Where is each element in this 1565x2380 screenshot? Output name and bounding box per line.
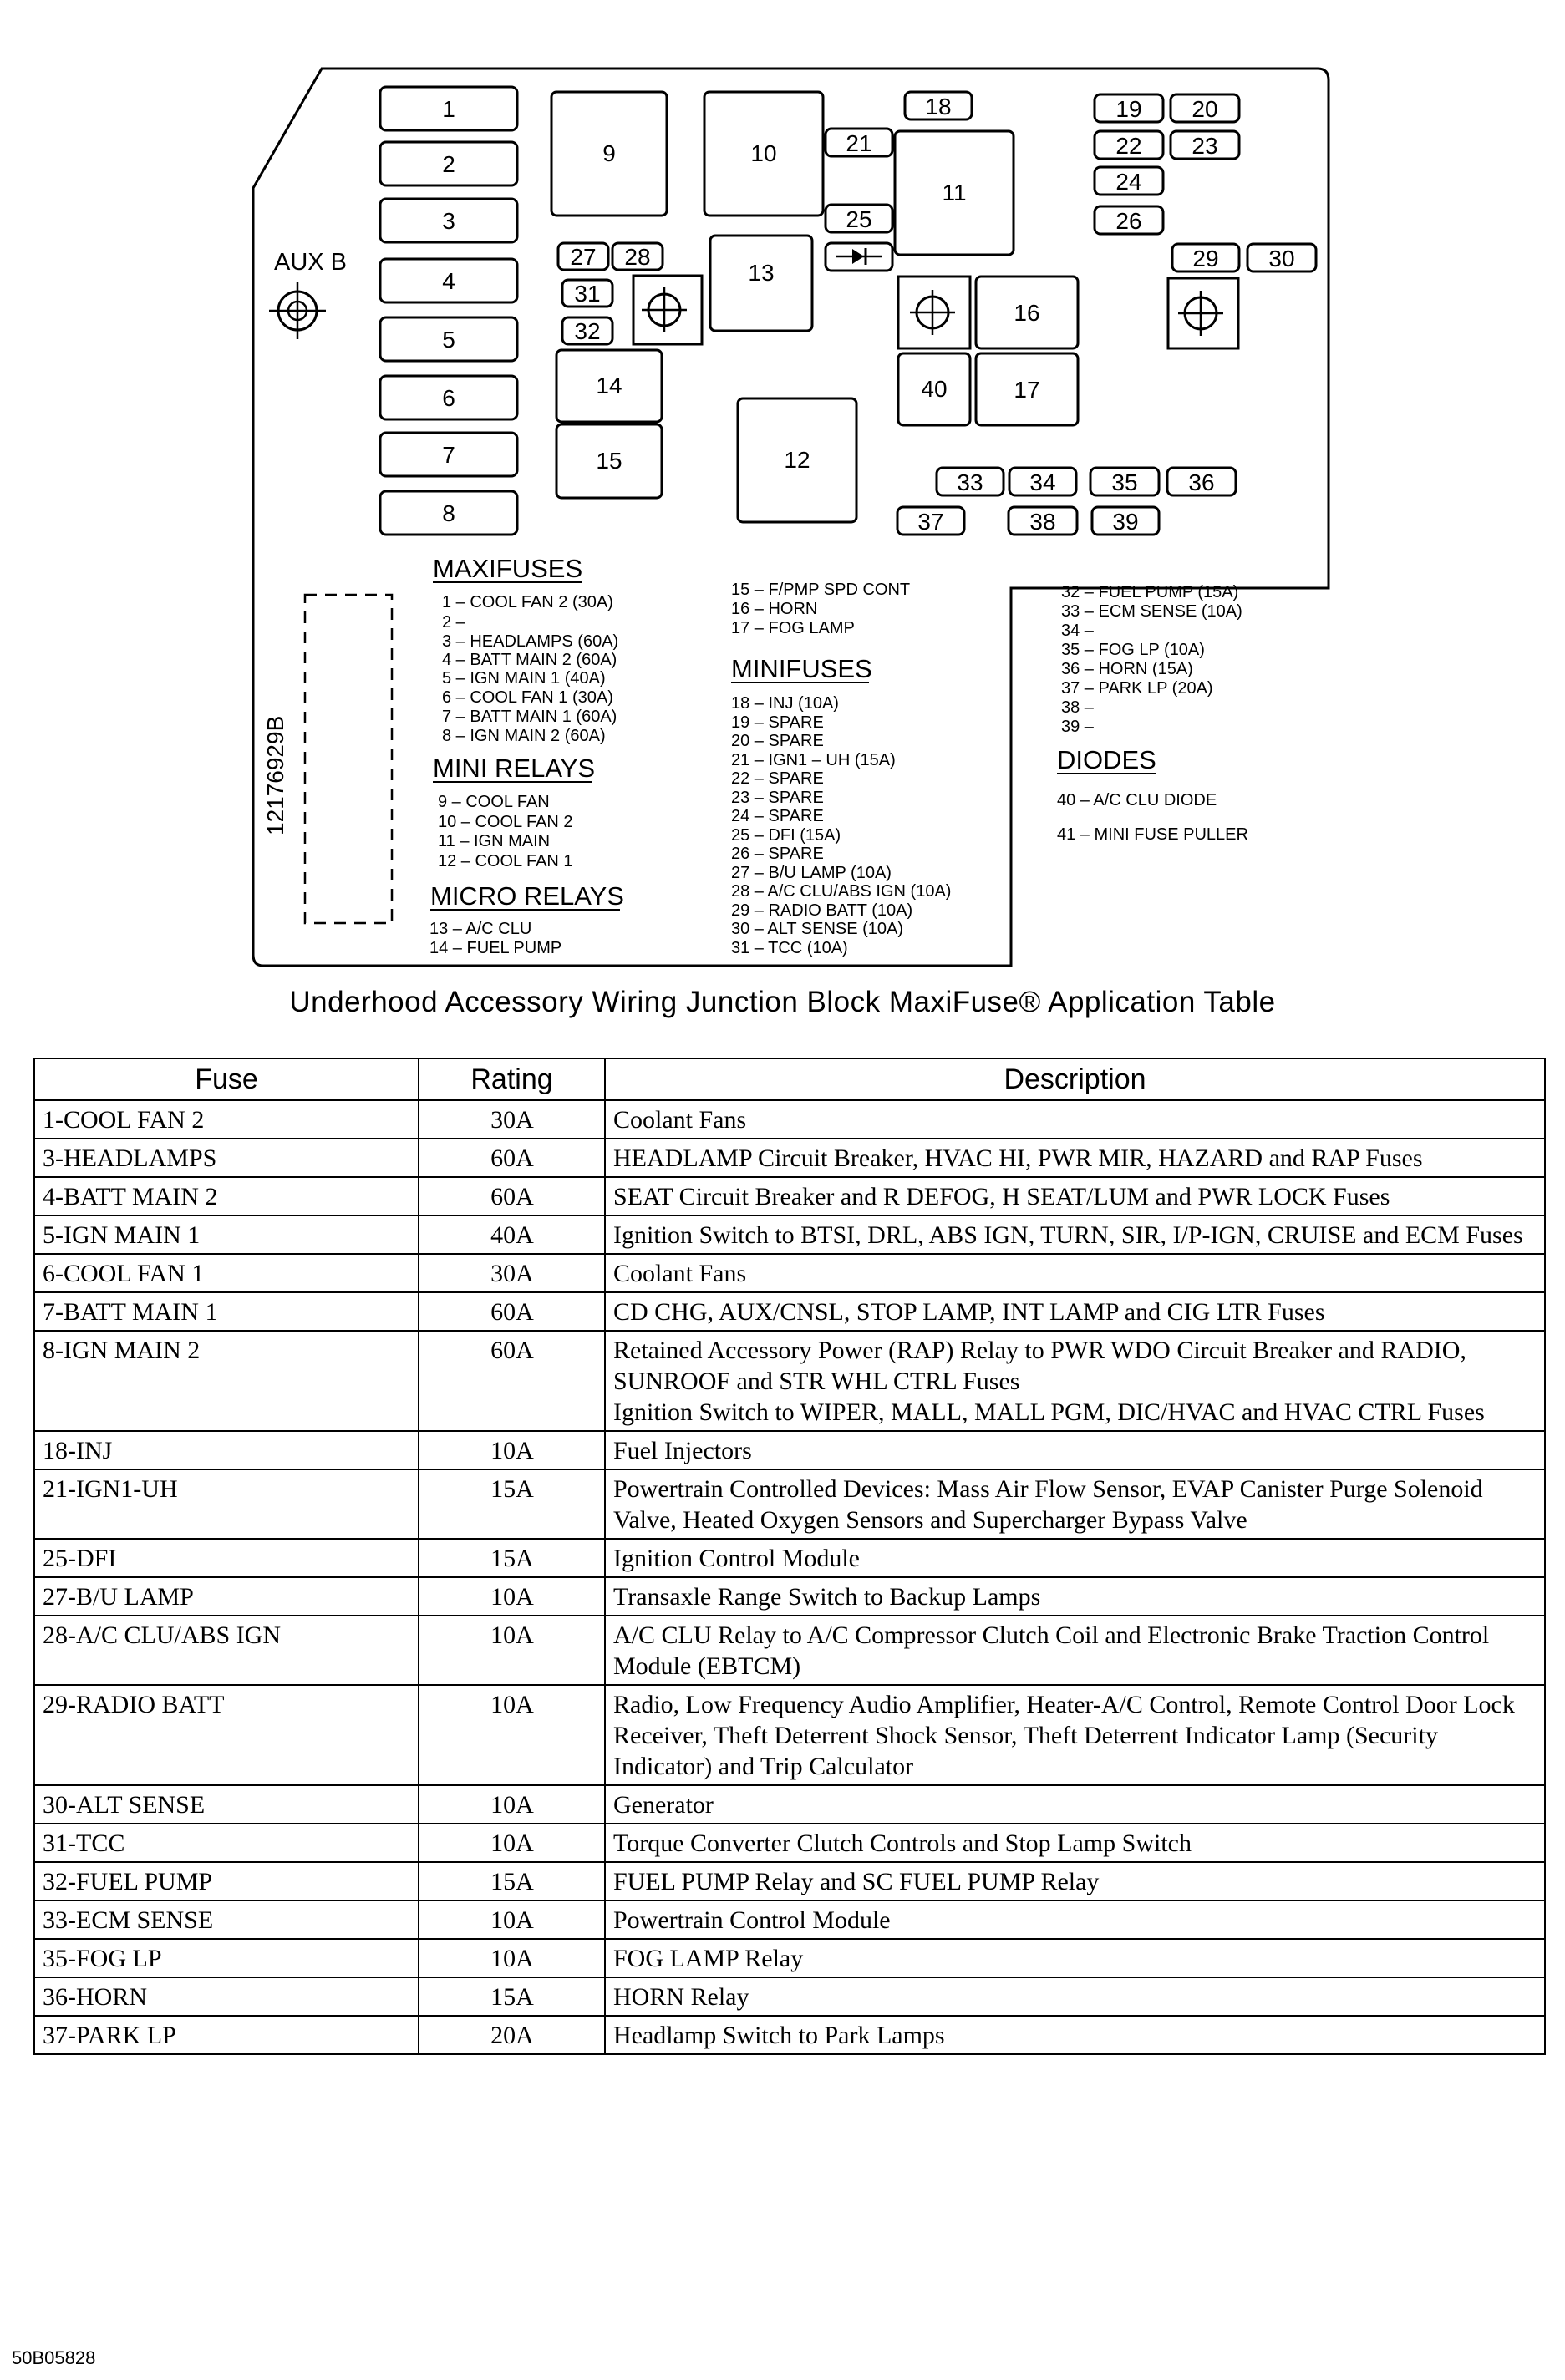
legend-relay-item: 16 – HORN	[731, 600, 818, 618]
legend-minifuse-item: 35 – FOG LP (10A)	[1061, 641, 1205, 659]
legend-minifuse-item: 19 – SPARE	[731, 713, 824, 732]
legend-minifuse-item: 38 –	[1061, 698, 1094, 717]
relay-box-13-label: 13	[748, 260, 775, 286]
stud-connector-icon-3	[1168, 278, 1238, 348]
fuse-box-27-label: 27	[570, 244, 597, 270]
fuse-cell: 3-HEADLAMPS	[34, 1139, 419, 1177]
table-row	[34, 1824, 1545, 1862]
legend-minifuse-item: 32 – FUEL PUMP (15A)	[1061, 583, 1239, 601]
rating-cell: 60A	[419, 1177, 605, 1215]
fuse-cell: 1-COOL FAN 2	[34, 1100, 419, 1139]
table-row	[34, 1685, 1545, 1785]
fuse-cell: 32-FUEL PUMP	[34, 1862, 419, 1900]
legend-micro-relay-item: 14 – FUEL PUMP	[429, 939, 562, 957]
fuse-box-4-label: 4	[442, 268, 455, 294]
fuse-box-8-label: 8	[442, 500, 455, 526]
aux-b-stud-icon	[269, 282, 326, 339]
col-header-rating: Rating	[419, 1058, 605, 1100]
description-cell: Powertrain Control Module	[605, 1900, 1545, 1939]
fuse-box-35-label: 35	[1111, 469, 1138, 495]
fuse-box-20-label: 20	[1192, 96, 1218, 122]
fuse-box-21-label: 21	[846, 130, 872, 156]
relay-box-15-label: 15	[596, 448, 622, 474]
description-cell: SEAT Circuit Breaker and R DEFOG, H SEAT/LUM and PWR LOCK Fuses	[605, 1177, 1545, 1215]
fuse-cell: 5-IGN MAIN 1	[34, 1215, 419, 1254]
rating-cell: 15A	[419, 1539, 605, 1577]
legend-minifuse-item: 20 – SPARE	[731, 732, 824, 750]
stud-connector-icon-2	[898, 277, 970, 348]
legend-minifuse-item: 23 – SPARE	[731, 789, 824, 807]
fuse-cell: 8-IGN MAIN 2	[34, 1331, 419, 1431]
legend-minifuse-item: 25 – DFI (15A)	[731, 826, 841, 845]
part-number: 12176929B	[262, 715, 288, 835]
legend-minifuse-item: 37 – PARK LP (20A)	[1061, 679, 1213, 698]
description-cell: Transaxle Range Switch to Backup Lamps	[605, 1577, 1545, 1616]
fuse-cell: 29-RADIO BATT	[34, 1685, 419, 1785]
legend-diode-item: 41 – MINI FUSE PULLER	[1057, 825, 1248, 844]
legend-minifuse-item: 18 – INJ (10A)	[731, 694, 839, 713]
fuse-cell: 36-HORN	[34, 1977, 419, 2016]
table-row	[34, 1469, 1545, 1539]
legend-mini-relay-item: 9 – COOL FAN	[438, 793, 550, 811]
description-cell: Coolant Fans	[605, 1254, 1545, 1292]
relay-box-12-label: 12	[784, 447, 810, 473]
legend-maxifuse-item: 5 – IGN MAIN 1 (40A)	[442, 669, 606, 688]
legend-minifuse-item: 21 – IGN1 – UH (15A)	[731, 751, 896, 769]
fuse-box-33-label: 33	[957, 469, 983, 495]
description-cell: Radio, Low Frequency Audio Amplifier, Heater-A/C Control, Remote Control Door Lock Receiver, Theft Deterrent Shock Sensor, Theft Deterrent Indicator Lamp (Security Indicator) and Trip Calculator	[605, 1685, 1545, 1785]
rating-cell: 60A	[419, 1331, 605, 1431]
fuse-box-29-label: 29	[1192, 246, 1219, 271]
legend-mini-relay-item: 10 – COOL FAN 2	[438, 813, 573, 831]
table-row	[34, 1900, 1545, 1939]
fuse-box-2-label: 2	[442, 151, 455, 177]
legend-relay-item: 17 – FOG LAMP	[731, 619, 855, 637]
relay-box-16-label: 16	[1014, 300, 1040, 326]
col-header-fuse: Fuse	[34, 1058, 419, 1100]
legend-diodes-heading: DIODES	[1057, 745, 1156, 774]
legend-minifuse-item: 36 – HORN (15A)	[1061, 660, 1193, 678]
table-row	[34, 1616, 1545, 1685]
table-row	[34, 1539, 1545, 1577]
rating-cell: 10A	[419, 1824, 605, 1862]
fuse-box-38-label: 38	[1029, 509, 1056, 535]
legend-maxifuses-heading: MAXIFUSES	[433, 554, 583, 583]
table-row	[34, 1577, 1545, 1616]
maxifuse-application-table	[33, 1058, 1546, 2055]
description-cell: Headlamp Switch to Park Lamps	[605, 2016, 1545, 2054]
table-row	[34, 1177, 1545, 1215]
legend-maxifuse-item: 4 – BATT MAIN 2 (60A)	[442, 651, 617, 669]
description-cell: HORN Relay	[605, 1977, 1545, 2016]
fuse-box-28-label: 28	[624, 244, 651, 270]
description-cell: HEADLAMP Circuit Breaker, HVAC HI, PWR MIR, HAZARD and RAP Fuses	[605, 1139, 1545, 1177]
rating-cell: 30A	[419, 1100, 605, 1139]
description-line: Retained Accessory Power (RAP) Relay to PWR WDO Circuit Breaker and RADIO, SUNROOF and STR WHL CTRL Fuses	[613, 1337, 1466, 1395]
fuse-box-37-label: 37	[917, 509, 944, 535]
legend-mini-relay-item: 11 – IGN MAIN	[438, 832, 551, 850]
table-row	[34, 1100, 1545, 1139]
rating-cell: 60A	[419, 1292, 605, 1331]
fuse-box-24-label: 24	[1115, 169, 1142, 195]
rating-cell: 10A	[419, 1577, 605, 1616]
legend-minifuse-item: 30 – ALT SENSE (10A)	[731, 920, 904, 938]
fuse-box-36-label: 36	[1188, 469, 1215, 495]
legend-minifuse-item: 34 –	[1061, 622, 1094, 640]
legend-maxifuse-item: 6 – COOL FAN 1 (30A)	[442, 688, 613, 707]
table-row	[34, 1862, 1545, 1900]
legend-minifuse-item: 29 – RADIO BATT (10A)	[731, 901, 913, 920]
description-cell: Generator	[605, 1785, 1545, 1824]
rating-cell: 60A	[419, 1139, 605, 1177]
fuse-cell: 6-COOL FAN 1	[34, 1254, 419, 1292]
legend-diode-item: 40 – A/C CLU DIODE	[1057, 791, 1217, 809]
fuse-box-23-label: 23	[1192, 133, 1218, 159]
rating-cell: 15A	[419, 1862, 605, 1900]
description-line: Ignition Switch to WIPER, MALL, MALL PGM, DIC/HVAC and HVAC CTRL Fuses	[613, 1398, 1485, 1426]
description-cell: Torque Converter Clutch Controls and Stop Lamp Switch	[605, 1824, 1545, 1862]
fuse-box-30-label: 30	[1268, 246, 1295, 271]
fuse-box-7-label: 7	[442, 442, 455, 468]
legend-maxifuse-item: 1 – COOL FAN 2 (30A)	[442, 593, 613, 611]
rating-cell: 10A	[419, 1616, 605, 1685]
fuse-cell: 18-INJ	[34, 1431, 419, 1469]
rating-cell: 15A	[419, 1469, 605, 1539]
legend-minifuse-item: 31 – TCC (10A)	[731, 939, 848, 957]
table-row	[34, 2016, 1545, 2054]
fuse-cell: 4-BATT MAIN 2	[34, 1177, 419, 1215]
legend-mini-relays-heading: MINI RELAYS	[433, 754, 596, 783]
fuse-box-5-label: 5	[442, 327, 455, 353]
fuse-block-diagram	[0, 0, 1565, 982]
fuse-box-25-label: 25	[846, 206, 872, 232]
fuse-box-18-label: 18	[925, 94, 952, 119]
fuse-box-26-label: 26	[1115, 208, 1142, 234]
table-row	[34, 1331, 1545, 1431]
fuse-box-3-label: 3	[442, 208, 455, 234]
legend-minifuse-item: 22 – SPARE	[731, 769, 824, 788]
fuse-cell: 7-BATT MAIN 1	[34, 1292, 419, 1331]
description-cell: A/C CLU Relay to A/C Compressor Clutch Coil and Electronic Brake Traction Control Module (EBTCM)	[605, 1616, 1545, 1685]
rating-cell: 10A	[419, 1685, 605, 1785]
rating-cell: 30A	[419, 1254, 605, 1292]
diode-box-40-label: 40	[921, 376, 948, 402]
legend-minifuse-item: 28 – A/C CLU/ABS IGN (10A)	[731, 882, 952, 901]
relay-box-10-label: 10	[750, 140, 777, 166]
fuse-box-39-label: 39	[1112, 509, 1139, 535]
fuse-cell: 33-ECM SENSE	[34, 1900, 419, 1939]
fuse-box-34-label: 34	[1029, 469, 1056, 495]
legend-micro-relays-heading: MICRO RELAYS	[430, 881, 624, 911]
rating-cell: 10A	[419, 1785, 605, 1824]
legend-micro-relay-item: 13 – A/C CLU	[429, 920, 532, 938]
legend-minifuse-item: 39 –	[1061, 718, 1094, 736]
table-row	[34, 1254, 1545, 1292]
col-header-description: Description	[605, 1058, 1545, 1100]
legend-minifuse-item: 33 – ECM SENSE (10A)	[1061, 602, 1242, 621]
legend-relay-item: 15 – F/PMP SPD CONT	[731, 581, 911, 599]
fuse-cell: 30-ALT SENSE	[34, 1785, 419, 1824]
description-cell: Ignition Control Module	[605, 1539, 1545, 1577]
diode-symbol-icon	[826, 243, 892, 271]
legend-maxifuse-item: 2 –	[442, 613, 465, 632]
fuse-cell: 35-FOG LP	[34, 1939, 419, 1977]
description-cell: Fuel Injectors	[605, 1431, 1545, 1469]
fuse-box-22-label: 22	[1115, 133, 1142, 159]
fuse-cell: 31-TCC	[34, 1824, 419, 1862]
description-cell: FUEL PUMP Relay and SC FUEL PUMP Relay	[605, 1862, 1545, 1900]
label-area-dashed	[305, 595, 392, 923]
rating-cell: 10A	[419, 1431, 605, 1469]
fuse-cell: 21-IGN1-UH	[34, 1469, 419, 1539]
relay-box-9-label: 9	[602, 140, 616, 166]
table-header-row	[34, 1058, 1545, 1100]
table-row	[34, 1431, 1545, 1469]
legend-minifuses-heading: MINIFUSES	[731, 654, 872, 683]
description-cell: Powertrain Controlled Devices: Mass Air Flow Sensor, EVAP Canister Purge Solenoid Valve, Heated Oxygen Sensors and Supercharger Bypass Valve	[605, 1469, 1545, 1539]
rating-cell: 15A	[419, 1977, 605, 2016]
document-id: 50B05828	[12, 2347, 96, 2368]
table-row	[34, 1785, 1545, 1824]
rating-cell: 10A	[419, 1939, 605, 1977]
stud-connector-icon	[633, 276, 702, 344]
description-cell: FOG LAMP Relay	[605, 1939, 1545, 1977]
rating-cell: 40A	[419, 1215, 605, 1254]
fuse-cell: 25-DFI	[34, 1539, 419, 1577]
legend-minifuse-item: 24 – SPARE	[731, 807, 824, 825]
fuse-box-31-label: 31	[574, 281, 601, 307]
fuse-box-19-label: 19	[1115, 96, 1142, 122]
description-cell	[605, 1331, 1545, 1431]
rating-cell: 10A	[419, 1900, 605, 1939]
table-caption: Underhood Accessory Wiring Junction Block MaxiFuse® Application Table	[289, 986, 1276, 1018]
fuse-box-1-label: 1	[442, 96, 455, 122]
table-row	[34, 1977, 1545, 2016]
relay-box-17-label: 17	[1014, 377, 1040, 403]
table-row	[34, 1139, 1545, 1177]
fuse-box-6-label: 6	[442, 385, 455, 411]
relay-box-11-label: 11	[942, 180, 967, 206]
description-cell: Coolant Fans	[605, 1100, 1545, 1139]
description-cell: CD CHG, AUX/CNSL, STOP LAMP, INT LAMP and CIG LTR Fuses	[605, 1292, 1545, 1331]
relay-box-14-label: 14	[596, 373, 622, 398]
description-cell: Ignition Switch to BTSI, DRL, ABS IGN, TURN, SIR, I/P-IGN, CRUISE and ECM Fuses	[605, 1215, 1545, 1254]
fuse-cell: 28-A/C CLU/ABS IGN	[34, 1616, 419, 1685]
fuse-box-32-label: 32	[574, 318, 601, 344]
fuse-cell: 27-B/U LAMP	[34, 1577, 419, 1616]
legend-minifuse-item: 26 – SPARE	[731, 845, 824, 863]
legend-maxifuse-item: 3 – HEADLAMPS (60A)	[442, 632, 619, 651]
aux-b-label: AUX B	[274, 249, 348, 276]
fuse-cell: 37-PARK LP	[34, 2016, 419, 2054]
legend-maxifuse-item: 7 – BATT MAIN 1 (60A)	[442, 708, 617, 726]
legend-mini-relay-item: 12 – COOL FAN 1	[438, 852, 573, 870]
table-row	[34, 1215, 1545, 1254]
table-row	[34, 1292, 1545, 1331]
legend-maxifuse-item: 8 – IGN MAIN 2 (60A)	[442, 727, 606, 745]
legend-minifuse-item: 27 – B/U LAMP (10A)	[731, 864, 892, 882]
rating-cell: 20A	[419, 2016, 605, 2054]
table-row	[34, 1939, 1545, 1977]
